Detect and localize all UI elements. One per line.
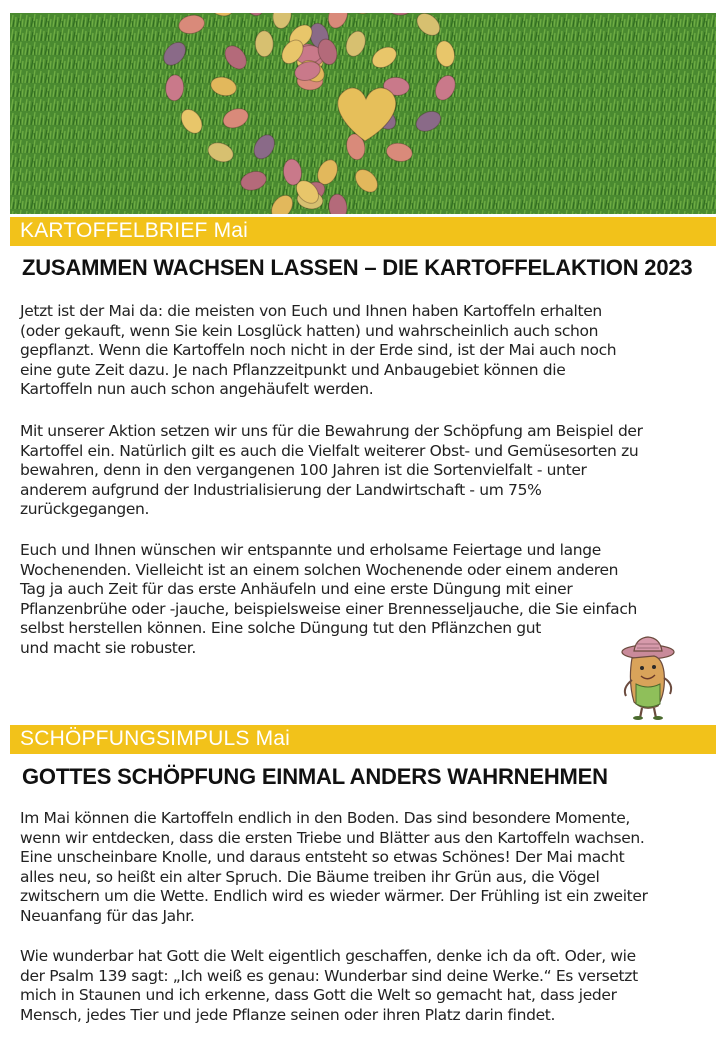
text-line: Tag ja auch Zeit für das erste Anhäufeln und eine erste Düngung mit einer (20, 580, 573, 598)
text-line: Jetzt ist der Mai da: die meisten von Euch und Ihnen haben Kartoffeln erhalten (20, 302, 602, 320)
text-line: Mit unserer Aktion setzen wir uns für die Bewahrung der Schöpfung am Beispiel der (20, 422, 643, 440)
text-line: bewahren, denn in den vergangenen 100 Jahren ist die Sortenvielfalt - unter (20, 461, 587, 479)
headline-schoepfung: GOTTES SCHÖPFUNG EINMAL ANDERS WAHRNEHMEN (22, 764, 608, 789)
text-line: Eine unscheinbare Knolle, und daraus entsteht so etwas Schönes! Der Mai macht (20, 848, 625, 866)
section-label: KARTOFFELBRIEF Mai (20, 219, 249, 242)
text-line: Kartoffel ein. Natürlich gilt es auch die Vielfalt weiterer Obst- und Gemüsesorten zu (20, 441, 639, 460)
text-line: Pflanzenbrühe oder -jauche, beispielsweise einer Brennesseljauche, die Sie einfach (20, 599, 637, 618)
text-line: wenn wir entdecken, dass die ersten Triebe und Blätter aus den Kartoffeln wachsen. (20, 828, 645, 847)
paragraph-aktion (20, 422, 710, 520)
text-line: Wochenenden. Vielleicht ist an einem solchen Wochenende oder einem anderen (20, 560, 619, 579)
potato-shape (255, 31, 273, 57)
text-line: Kartoffeln nun auch schon angehäufelt werden. (20, 380, 374, 398)
text-line: der Psalm 139 sagt: „Ich weiß es genau: Wunderbar sind deine Werke.“ Es versetzt (20, 966, 638, 985)
potato-mascot-icon (614, 632, 684, 720)
paragraph-mai (20, 809, 710, 926)
section-label: SCHÖPFUNGSIMPULS Mai (20, 727, 291, 750)
hero-image (10, 13, 716, 214)
text-line: Euch und Ihnen wünschen wir entspannte und erholsame Feiertage und lange (20, 541, 601, 559)
text-line: Wie wunderbar hat Gott die Welt eigentlich geschaffen, denke ich da oft. Oder, wie (20, 947, 636, 965)
text-line: Mensch, jedes Tier und jede Pflanze seinen oder ihren Platz darin findet. (20, 1005, 556, 1024)
text-line: Im Mai können die Kartoffeln endlich in den Boden. Das sind besondere Momente, (20, 809, 631, 827)
text-line: (oder gekauft, wenn Sie kein Losglück hatten) und wahrscheinlich auch schon (20, 321, 599, 340)
text-line: zwitschern um die Wette. Endlich wird es wieder wärmer. Der Frühling ist ein zweiter (20, 887, 648, 905)
text-line: mich in Staunen und ich erkenne, dass Gott die Welt so gemacht hat, dass jeder (20, 986, 617, 1004)
potato-heart-illustration (10, 13, 716, 214)
section-bar-kartoffelbrief (10, 217, 716, 246)
text-line: selbst herstellen können. Eine solche Düngung tut den Pflänzchen gut (20, 619, 541, 637)
text-line: anderem aufgrund der Industrialisierung der Landwirtschaft - um 75% (20, 480, 542, 499)
text-line: Neuanfang für das Jahr. (20, 906, 195, 925)
text-line: eine gute Zeit dazu. Je nach Pflanzzeitpunkt und Anbaugebiet können die (20, 360, 566, 379)
text-line: zurückgegangen. (20, 500, 150, 518)
text-line: gepflanzt. Wenn die Kartoffeln noch nicht in der Erde sind, ist der Mai auch noch (20, 341, 617, 359)
headline-kartoffelaktion: ZUSAMMEN WACHSEN LASSEN – DIE KARTOFFELAKTION 2023 (22, 255, 693, 280)
text-line: alles neu, so heißt ein alter Spruch. Die Bäume treiben ihr Grün aus, die Vögel (20, 867, 600, 886)
section-bar-schoepfungsimpuls (10, 725, 716, 754)
paragraph-intro (20, 302, 710, 400)
text-line: und macht sie robuster. (20, 638, 196, 657)
paragraph-psalm (20, 947, 710, 1025)
paragraph-wuensche (20, 541, 710, 658)
